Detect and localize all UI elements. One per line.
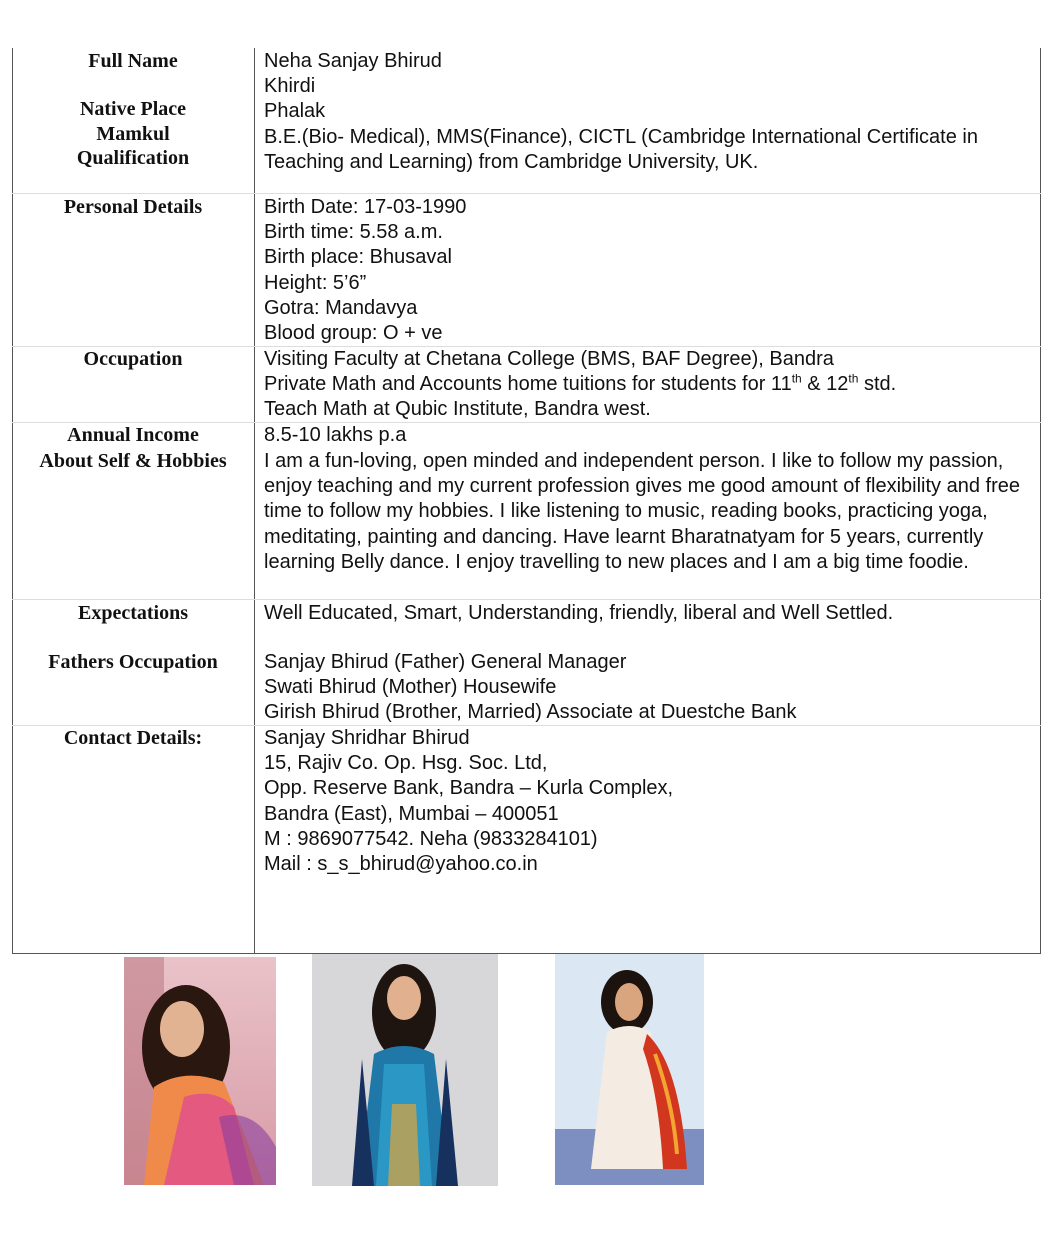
label-full-name: Full Name	[88, 50, 178, 72]
label-annual-income: Annual Income	[67, 424, 199, 446]
occupation-line-2-mid: & 12	[801, 373, 849, 396]
photo-1	[124, 957, 276, 1185]
blood-group: Blood group: O + ve	[264, 322, 443, 345]
qualification-text: B.E.(Bio- Medical), MMS(Finance), CICTL (Cambridge International Certificate in Teaching and Learning) from Cambridge University, UK.	[264, 125, 978, 173]
brother-text: Girish Bhirud (Brother, Married) Associate at Duestche Bank	[264, 701, 797, 724]
table-column-divider	[254, 48, 255, 954]
occupation-line-1: Visiting Faculty at Chetana College (BMS, BAF Degree), Bandra	[264, 348, 834, 370]
expectations-text: Well Educated, Smart, Understanding, friendly, liberal and Well Settled.	[264, 602, 894, 624]
birth-place: Birth place: Bhusaval	[264, 246, 452, 269]
birth-date: Birth Date: 17-03-1990	[264, 196, 467, 218]
value-personal-details	[264, 195, 1034, 346]
mamkul-text: Phalak	[264, 100, 326, 123]
mother-text: Swati Bhirud (Mother) Housewife	[264, 676, 557, 699]
label-about-self: About Self & Hobbies	[39, 450, 227, 472]
contact-address-3: Bandra (East), Mumbai – 400051	[264, 802, 559, 825]
height: Height: 5’6”	[264, 271, 367, 294]
table-bottom-border	[12, 953, 1041, 954]
row-separator	[12, 599, 1041, 600]
portrait-illustration-2	[312, 954, 498, 1186]
father-text: Sanjay Bhirud (Father) General Manager	[264, 651, 627, 673]
contact-address-1: 15, Rajiv Co. Op. Hsg. Soc. Ltd,	[264, 752, 548, 775]
portrait-illustration-1	[124, 957, 276, 1185]
full-name-text: Neha Sanjay Bhirud	[264, 50, 442, 72]
label-native-place: Native Place	[79, 98, 187, 120]
ordinal-suffix: th	[848, 371, 859, 386]
occupation-line-2-end: std.	[858, 373, 897, 396]
ordinal-suffix: th	[791, 371, 802, 386]
table-right-border	[1040, 48, 1041, 954]
occupation-line-3: Teach Math at Qubic Institute, Bandra west.	[264, 398, 651, 421]
label-qualification: Qualification	[76, 147, 190, 169]
label-personal-details: Personal Details	[63, 196, 203, 218]
value-full-name	[264, 49, 1034, 175]
value-family	[264, 650, 1034, 726]
photo-2	[312, 954, 498, 1186]
contact-phone: M : 9869077542. Neha (9833284101)	[264, 827, 598, 850]
label-contact-details: Contact Details:	[63, 727, 203, 749]
label-mamkul: Mamkul	[96, 123, 170, 145]
label-expectations: Expectations	[78, 602, 188, 624]
row-separator	[12, 193, 1041, 194]
contact-address-2: Opp. Reserve Bank, Bandra – Kurla Complex,	[264, 777, 674, 800]
occupation-line-2	[264, 372, 1034, 397]
birth-time: Birth time: 5.58 a.m.	[264, 221, 443, 244]
contact-email: Mail : s_s_bhirud@yahoo.co.in	[264, 853, 538, 876]
label-occupation: Occupation	[83, 348, 183, 370]
gotra: Gotra: Mandavya	[264, 296, 418, 319]
value-expectations	[264, 601, 1034, 626]
table-left-border	[12, 48, 13, 954]
about-self-text: I am a fun-loving, open minded and independent person. I like to follow my passion, enjoy teaching and my current profession gives me good amount of flexibility and free time to follow my hobbies. I like listening to music, reading books, practicing yoga, meditating, painting and dancing. Have learnt Bharatnatyam for 5 years, currently learning Belly dance. I enjoy travelling to new places and I am a big time foodie.	[264, 450, 1020, 573]
portrait-illustration-3	[555, 954, 704, 1185]
value-contact	[264, 726, 1034, 877]
annual-income-text: 8.5-10 lakhs p.a	[264, 424, 407, 446]
value-annual-income	[264, 423, 1034, 448]
photo-3	[555, 954, 704, 1185]
native-place-text: Khirdi	[264, 75, 316, 98]
occupation-line-2-text: Private Math and Accounts home tuitions for students for 11	[264, 373, 792, 396]
contact-name: Sanjay Shridhar Bhirud	[264, 727, 470, 749]
value-about-self	[264, 449, 1024, 575]
value-occupation	[264, 347, 1034, 423]
label-fathers-occupation: Fathers Occupation	[48, 651, 218, 673]
